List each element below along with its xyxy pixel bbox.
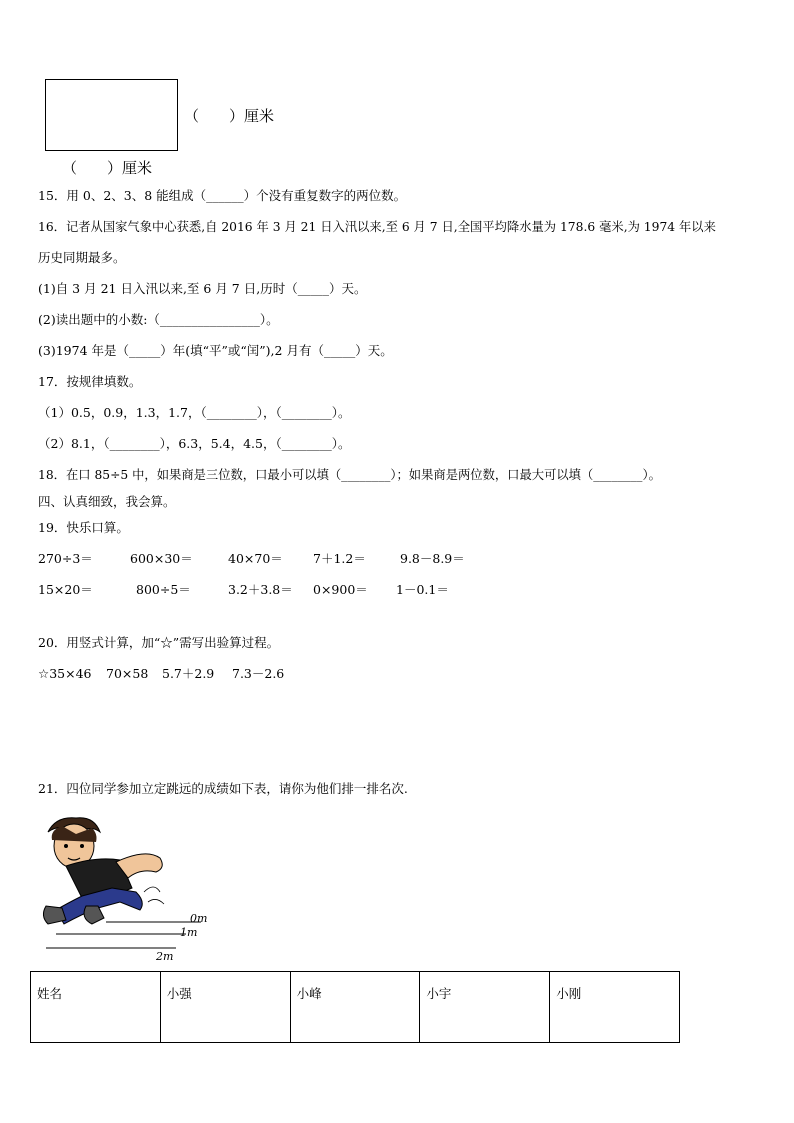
rectangle-figure	[45, 79, 178, 151]
calc-item: 7＋1.2＝	[313, 551, 366, 566]
question-16-line2: 历史同期最多。	[38, 250, 126, 265]
calc-item: 270÷3＝	[38, 551, 93, 566]
calc-item: 40×70＝	[228, 551, 283, 566]
vertical-calc-item: 70×58	[106, 666, 149, 681]
calc-item: 9.8－8.9＝	[400, 551, 465, 566]
mark-2m: 2m	[156, 950, 174, 963]
question-17-part2: （2）8.1，（________），6.3，5.4，4.5，（________）。	[38, 436, 351, 451]
table-cell: 姓名	[31, 972, 161, 1043]
question-21: 21．四位同学参加立定跳远的成绩如下表，请你为他们排一排名次.	[38, 781, 408, 796]
section-4-heading: 四、认真细致，我会算。	[38, 494, 176, 509]
question-15: 15．用 0、2、3、8 能组成（______）个没有重复数字的两位数。	[38, 188, 407, 203]
question-20: 20．用竖式计算，加“☆”需写出验算过程。	[38, 635, 280, 650]
calc-item: 600×30＝	[130, 551, 193, 566]
vertical-calc-item: 5.7＋2.9	[162, 666, 215, 681]
vertical-calc-item: ☆35×46	[38, 666, 92, 681]
calc-item: 15×20＝	[38, 582, 93, 597]
table-cell: 小宇	[420, 972, 550, 1043]
rect-width-label: （ ）厘米	[184, 107, 275, 125]
calc-item: 800÷5＝	[136, 582, 191, 597]
table-row	[31, 972, 680, 1043]
table-cell: 小强	[160, 972, 290, 1043]
question-16-part3: (3)1974 年是（_____）年(填“平”或“闰”),2 月有（_____）天。	[38, 343, 393, 358]
table-cell: 小刚	[550, 972, 680, 1043]
rect-length-label: （ ）厘米	[62, 159, 153, 177]
question-18: 18．在口 85÷5 中，如果商是三位数，口最小可以填（________）；如果商是两位数，口最大可以填（________）。	[38, 468, 661, 482]
question-17-part1: （1）0.5，0.9，1.3，1.7，（________），（________）。	[38, 405, 351, 420]
question-16-part2: (2)读出题中的小数:（________________）。	[38, 312, 279, 327]
question-19: 19．快乐口算。	[38, 520, 129, 535]
scores-table	[30, 971, 680, 1043]
long-jump-illustration	[36, 812, 216, 964]
calc-item: 1－0.1＝	[396, 582, 449, 597]
calc-item: 0×900＝	[313, 582, 368, 597]
question-16-part1: (1)自 3 月 21 日入汛以来,至 6 月 7 日,历时（_____）天。	[38, 281, 367, 296]
question-17: 17．按规律填数。	[38, 374, 142, 389]
calc-item: 3.2＋3.8＝	[228, 582, 293, 597]
mark-0m: 0m	[190, 912, 208, 925]
question-16-line1: 16．记者从国家气象中心获悉,自 2016 年 3 月 21 日入汛以来,至 6 月 7 日,全国平均降水量为 178.6 毫米,为 1974 年以来	[38, 220, 716, 234]
table-cell: 小峰	[290, 972, 420, 1043]
mark-1m: 1m	[180, 926, 198, 939]
vertical-calc-item: 7.3－2.6	[232, 666, 285, 681]
